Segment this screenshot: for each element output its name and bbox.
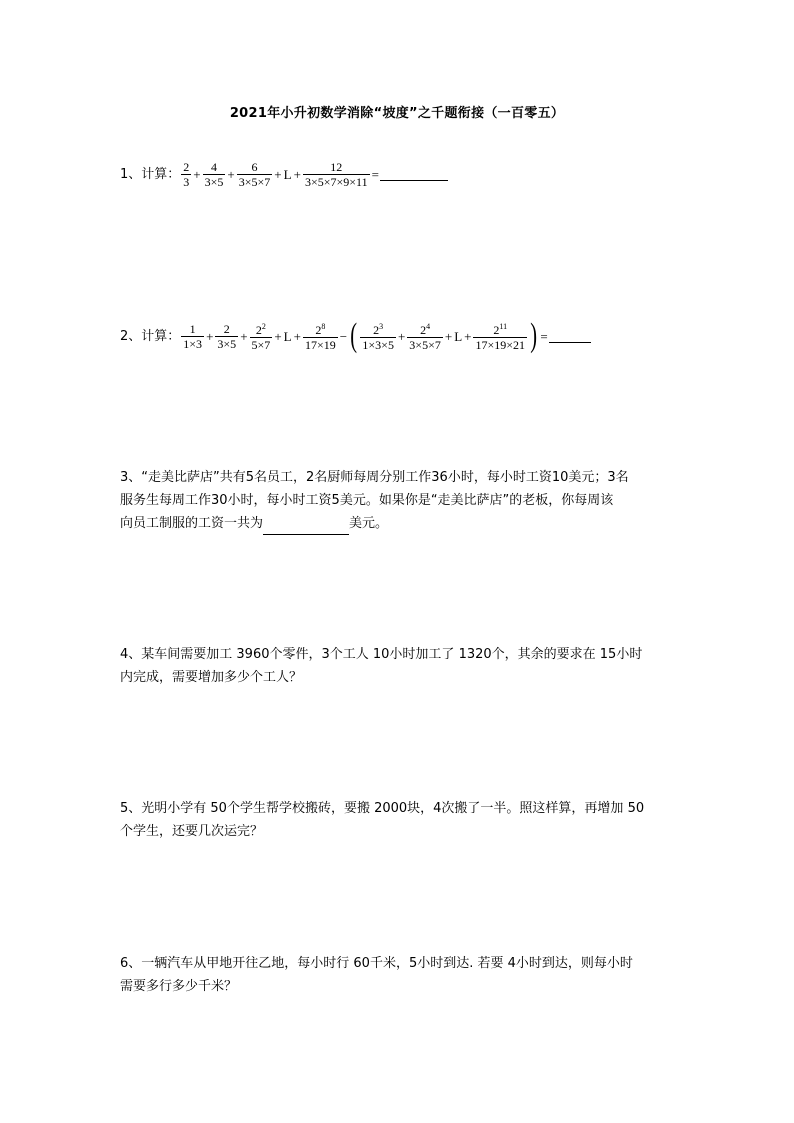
ellipsis: L	[454, 328, 463, 344]
question-4-line-2: 内完成，需要增加多少个工人？	[120, 670, 303, 685]
right-parenthesis: )	[530, 317, 538, 354]
power-base: 2	[255, 323, 262, 337]
document-title: 2021年小升初数学消除“坡度”之千题衔接（一百零五）	[229, 106, 565, 121]
power-exponent: 8	[321, 322, 326, 331]
q2-fraction-3-numerator	[254, 320, 268, 337]
answer-blank[interactable]	[549, 330, 591, 343]
equals-sign: =	[371, 167, 379, 182]
q1-fraction-2	[203, 160, 226, 189]
question-2	[120, 317, 680, 354]
q1-fraction-2-numerator: 4	[211, 160, 218, 174]
q2-paren-fraction-2-numerator	[418, 320, 432, 337]
equals-sign: =	[540, 328, 548, 344]
q1-fraction-4-numerator: 12	[330, 160, 343, 174]
question-1-label: 1、计算：	[120, 167, 181, 182]
plus-sign: +	[293, 328, 301, 344]
q1-fraction-3	[237, 160, 273, 189]
plus-sign: +	[397, 328, 406, 344]
q2-paren-fraction-3-numerator	[491, 320, 509, 337]
plus-sign: +	[293, 167, 301, 182]
plus-sign: +	[444, 328, 453, 344]
question-2-label: 2、计算：	[120, 328, 181, 344]
answer-blank[interactable]	[263, 518, 349, 535]
question-3-line-3-text: 向员工制服的工资一共为	[120, 516, 264, 531]
power-exponent: 11	[499, 322, 508, 331]
q2-fraction-4-numerator	[313, 320, 327, 337]
q1-fraction-1-denominator: 3	[183, 175, 190, 189]
power-base: 2	[373, 323, 380, 337]
question-4	[120, 643, 680, 689]
question-3-unit: 美元。	[349, 516, 389, 531]
power-base: 2	[420, 323, 427, 337]
q2-fraction-1-denominator: 1×3	[183, 336, 203, 351]
q2-fraction-2-numerator: 2	[223, 321, 230, 336]
q2-fraction-4	[303, 320, 338, 352]
question-5-line-1: 5、光明小学有 50个学生帮学校搬砖，要搬 2000块，4次搬了一半。照这样算，再增加 50	[120, 801, 645, 816]
plus-sign: +	[227, 167, 235, 182]
q2-paren-fraction-1-denominator: 1×3×5	[362, 338, 394, 352]
q1-fraction-4-denominator: 3×5×7×9×11	[304, 175, 368, 189]
q2-fraction-3	[250, 320, 273, 352]
question-6-line-2: 需要多行多少千米？	[120, 979, 238, 994]
plus-sign: +	[274, 328, 282, 344]
q2-fraction-1	[181, 322, 204, 351]
q1-fraction-1	[181, 160, 191, 189]
q2-paren-fraction-1-numerator	[371, 320, 385, 337]
q1-fraction-4	[303, 160, 370, 189]
q2-paren-fraction-3-denominator: 17×19×21	[475, 338, 526, 352]
q1-fraction-2-denominator: 3×5	[204, 175, 224, 189]
q1-fraction-3-numerator: 6	[251, 160, 258, 174]
left-parenthesis: (	[350, 317, 358, 354]
q2-fraction-2	[215, 322, 238, 351]
q2-fraction-3-denominator: 5×7	[251, 338, 271, 352]
question-5-line-2: 个学生，还要几次运完？	[120, 824, 264, 839]
question-3-line-1: 3、“走美比萨店”共有5名员工，2名厨师每周分别工作36小时，每小时工资10美元；3名	[120, 470, 629, 485]
question-3-line-2: 服务生每周工作30小时，每小时工资5美元。如果你是“走美比萨店”的老板，你每周该	[120, 493, 614, 508]
answer-blank[interactable]	[380, 168, 448, 181]
q2-paren-fraction-3	[473, 320, 527, 352]
power-exponent: 3	[379, 322, 384, 331]
plus-sign: +	[464, 328, 472, 344]
ellipsis: L	[283, 167, 292, 182]
ellipsis: L	[283, 328, 292, 344]
q2-paren-fraction-2	[407, 320, 443, 352]
minus-sign: −	[339, 328, 348, 344]
question-1	[120, 160, 680, 189]
question-3-line-3	[120, 512, 680, 535]
power-exponent: 2	[261, 322, 266, 331]
plus-sign: +	[206, 328, 214, 344]
question-5	[120, 797, 680, 843]
q2-fraction-4-denominator: 17×19	[304, 338, 336, 352]
power-exponent: 4	[426, 322, 431, 331]
q2-fraction-2-denominator: 3×5	[217, 336, 237, 351]
q1-fraction-3-denominator: 3×5×7	[238, 175, 271, 189]
question-6-line-1: 6、一辆汽车从甲地开往乙地，每小时行 60千米，5小时到达. 若要 4小时到达，则每小时	[120, 956, 633, 971]
q2-paren-fraction-2-denominator: 3×5×7	[409, 338, 441, 352]
plus-sign: +	[274, 167, 282, 182]
q2-fraction-1-numerator: 1	[189, 321, 196, 336]
q2-paren-fraction-1	[360, 320, 396, 352]
question-6	[120, 952, 680, 998]
power-base: 2	[315, 323, 322, 337]
q1-fraction-1-numerator: 2	[183, 160, 190, 174]
plus-sign: +	[240, 328, 248, 344]
power-base: 2	[493, 323, 500, 337]
question-3	[120, 466, 680, 535]
question-4-line-1: 4、某车间需要加工 3960个零件，3个工人 10小时加工了 1320个，其余的要求在 15小时	[120, 647, 643, 662]
plus-sign: +	[193, 167, 201, 182]
